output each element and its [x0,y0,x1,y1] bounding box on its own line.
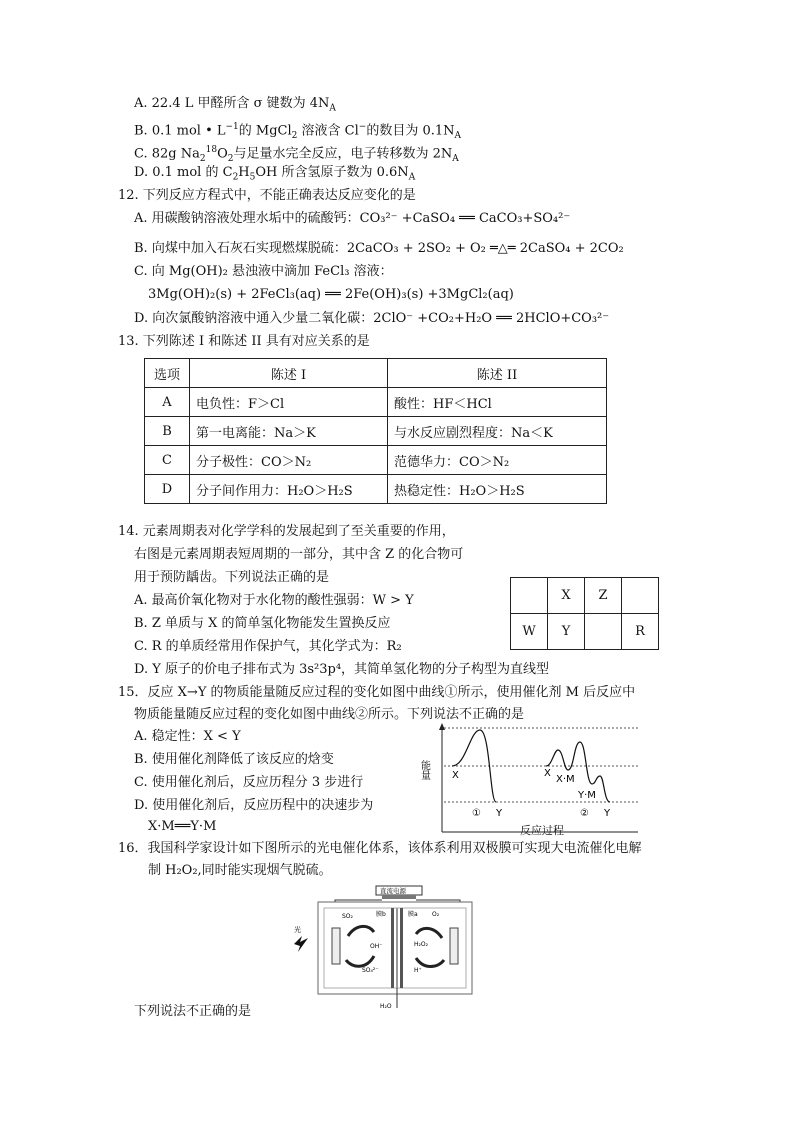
x-axis-label: 反应过程 [520,824,564,837]
q15-option-c: C. 使用催化剂后，反应历程分 3 步进行 [134,775,364,790]
q15-option-b: B. 使用催化剂降低了该反应的焓变 [134,752,334,767]
q11-option-b: B. 0.1 mol • $L^{-1}$的 MgCl$_2$ 溶液含 Cl−的数目为 $0.1N_A$ [134,122,462,141]
power-supply-terminal [382,895,416,899]
header-cell: 选项 [145,359,190,388]
table-cell: 分子极性：CO＞N₂ [190,446,388,475]
q12-stem: 12. 下列反应方程式中，不能正确表达反应变化的是 [118,188,416,203]
q11-option-a: A. 22.4 L 甲醛所含 σ 键数为 $4N_A$ [134,96,336,114]
q15-option-d: D. 使用催化剂后，反应历程中的决速步为 [134,798,374,813]
table-cell [585,614,622,650]
membrane-middle [396,908,398,988]
q15-option-d-cont: X·M══Y·M [148,819,217,834]
table-cell: 热稳定性：H₂O＞H₂S [388,475,607,504]
q14-option-a: A. 最高价氧化物对于水化物的酸性强弱：W > Y [134,593,414,608]
oh-label: OH⁻ [370,943,383,950]
table-row [511,614,659,650]
membrane-b-label: 膜b [376,911,386,918]
lightning-icon [294,936,308,952]
q12-option-c: C. 向 Mg(OH)₂ 悬浊液中滴加 FeCl₃ 溶液： [134,264,393,279]
q12-option-d: D. 向次氯酸钠溶液中通入少量二氧化碳：2ClO⁻ +CO₂+H₂O ══ 2HClO+CO₃²⁻ [134,311,610,326]
q13-table [144,358,607,504]
q14-option-b: B. Z 单质与 X 的简单氢化物能发生置换反应 [134,616,391,631]
q14-option-c: C. R 的单质经常用作保护气，其化学式为：R₂ [134,639,402,654]
q13-stem: 13. 下列陈述 I 和陈述 II 具有对应关系的是 [118,334,370,349]
cell-inner [324,908,466,988]
q11-option-c: C. 82g $Na_2^{18}O_2$与足量水完全反应，电子转移数为 $2N_A$ [134,145,459,164]
q15-stem-line1: 15．反应 X→Y 的物质能量随反应过程的变化如图中曲线①所示，使用催化剂 M 后反应中 [118,685,636,700]
membrane-a-label: 膜a [408,911,418,918]
light-label: 光 [294,926,301,934]
header-cell: 陈述 I [190,359,388,388]
label-x1: X [452,770,459,781]
q16-stem-line1: 16．我国科学家设计如下图所示的光电催化体系，该体系利用双极膜可实现大电流催化电解 [118,841,642,856]
h2o-label: H₂O [380,1003,392,1010]
table-cell [511,578,548,614]
table-cell: R [622,614,659,650]
q14-stem-line3: 用于预防龋齿。下列说法正确的是 [134,570,330,585]
label-y2: Y [604,808,611,819]
label-curve1: ① [472,808,481,819]
energy-profile-diagram [418,720,640,838]
q14-stem-line1: 14. 元素周期表对化学学科的发展起到了至关重要的作用， [118,524,455,539]
y-axis-label-1: 能量 [418,760,430,780]
q14-stem-line2: 右图是元素周期表短周期的一部分，其中含 Z 的化合物可 [134,547,464,562]
q14-option-d: D. Y 原子的价电子排布式为 3s²3p⁴，其简单氢化物的分子构型为直线型 [134,662,550,677]
h-label: H⁺ [414,967,422,974]
table-header-row [145,359,607,388]
q12-option-b: B. 向煤中加入石灰石实现燃煤脱硫：2CaCO₃ + 2SO₂ + O₂ ═△═ 2CaSO₄ + 2CO₂ [134,241,624,256]
periodic-table-fragment [510,577,659,650]
h2o2-label: H₂O₂ [414,941,429,948]
q12-option-a: A. 用碳酸钠溶液处理水垢中的硫酸钙：CO₃²⁻ +CaSO₄ ══ CaCO₃+SO₄²⁻ [134,211,571,226]
label-x2: X [544,768,551,779]
table-cell: 范德华力：CO＞N₂ [388,446,607,475]
q12-option-c-equation: 3Mg(OH)₂(s) + 2FeCl₃(aq) ══ 2Fe(OH)₃(s) +3MgCl₂(aq) [148,287,514,302]
table-row [145,446,607,475]
label-y1: Y [496,808,503,819]
table-cell: 酸性：HF＜HCl [388,388,607,417]
table-cell: D [145,475,190,504]
q11-option-d: D. 0.1 mol 的 $C_2H_5OH$ 所含氢原子数为 $0.6N_A$ [134,165,416,183]
q15-stem-line2: 物质能量随反应过程的变化如图中曲线②所示。下列说法不正确的是 [134,707,525,722]
table-cell: 第一电离能：Na＞K [190,417,388,446]
o2-label: O₂ [432,911,440,918]
table-row [145,417,607,446]
power-supply-label: 直流电源 [380,887,406,895]
table-row [145,388,607,417]
table-cell: B [145,417,190,446]
membrane-b [391,908,394,988]
q16-tail: 下列说法不正确的是 [134,1004,252,1019]
table-cell: Z [585,578,622,614]
table-cell: A [145,388,190,417]
table-cell: X [548,578,585,614]
table-cell: 与水反应剧烈程度：Na＜K [388,417,607,446]
so4-label: SO₄²⁻ [362,967,379,974]
table-cell: W [511,614,548,650]
table-row [511,578,659,614]
left-electrode [332,928,340,964]
table-row [145,475,607,504]
table-cell: C [145,446,190,475]
label-xm: X·M [556,774,575,785]
membrane-a [400,908,403,988]
right-electrode [450,928,458,964]
label-ym: Y·M [578,790,596,801]
photoelectrocatalysis-diagram [290,880,500,1012]
table-cell: Y [548,614,585,650]
table-cell: 分子间作用力：H₂O＞H₂S [190,475,388,504]
header-cell: 陈述 II [388,359,607,388]
table-cell [622,578,659,614]
table-cell: 电负性：F＞Cl [190,388,388,417]
so2-label: SO₂ [342,913,353,920]
y-axis-arrow [439,723,445,730]
label-curve2: ② [580,808,589,819]
q16-stem-line2: 制 H₂O₂,同时能实现烟气脱硫。 [148,863,332,878]
q15-option-a: A. 稳定性：X < Y [134,729,241,744]
